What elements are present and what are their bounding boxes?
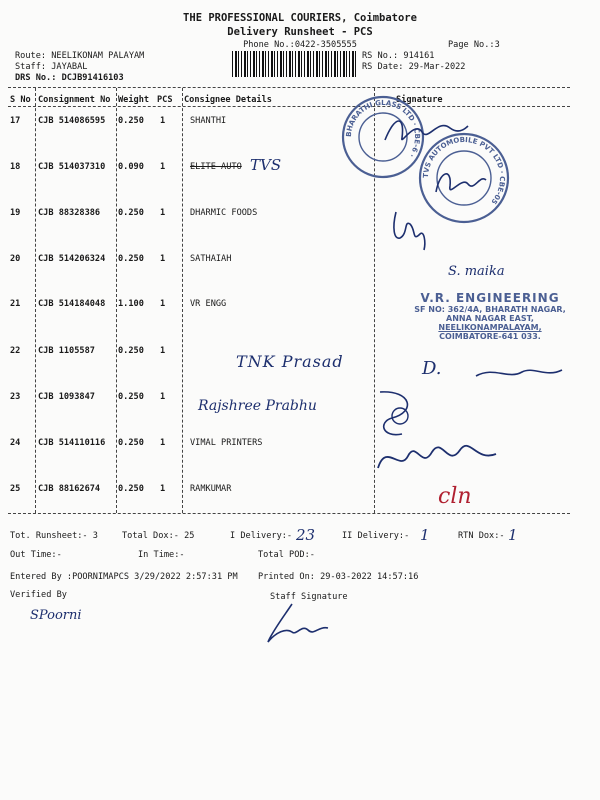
row-consignment: CJB 514037310 bbox=[38, 162, 106, 172]
row-weight: 1.100 bbox=[118, 299, 144, 309]
row-pcs: 1 bbox=[160, 254, 166, 264]
col-header-consignee: Consignee Details bbox=[184, 95, 272, 105]
vr-stamp-name: V.R. ENGINEERING bbox=[420, 291, 560, 305]
row-pcs: 1 bbox=[160, 162, 166, 172]
handwritten-s-maika: S. maika bbox=[448, 264, 505, 279]
row-consignee: SATHAIAH bbox=[190, 254, 232, 264]
row-weight: 0.250 bbox=[118, 254, 144, 264]
row-pcs: 1 bbox=[160, 438, 166, 448]
row-pcs: 1 bbox=[160, 208, 166, 218]
signature-row-18 bbox=[430, 162, 490, 202]
vr-stamp-line4: COIMBATORE-641 033. bbox=[439, 332, 541, 341]
row-consignment: CJB 1105587 bbox=[38, 346, 95, 356]
svg-text:BHARATHI GLASS LTD · CBE-6 ·: BHARATHI GLASS LTD · CBE-6 · bbox=[344, 98, 422, 159]
row-pcs: 1 bbox=[160, 484, 166, 494]
in-time: In Time:- bbox=[138, 550, 185, 560]
col-header-pcs: PCS bbox=[157, 95, 173, 105]
row-sno: 20 bbox=[10, 254, 21, 264]
row-consignment: CJB 1093847 bbox=[38, 392, 95, 402]
rs-number: RS No.: 914161 bbox=[362, 51, 435, 61]
row-weight: 0.090 bbox=[118, 162, 144, 172]
barcode bbox=[232, 51, 356, 77]
row-pcs: 1 bbox=[160, 346, 166, 356]
route: Route: NEELIKONAM PALAYAM bbox=[15, 51, 145, 61]
signature-row-17 bbox=[380, 110, 470, 150]
verified-by-label: Verified By bbox=[10, 590, 67, 600]
total-dox: Total Dox:- 25 bbox=[122, 531, 195, 541]
row-consignment: CJB 514086595 bbox=[38, 116, 106, 126]
col-divider-2 bbox=[116, 88, 117, 513]
verified-by-signature: SPoorni bbox=[30, 608, 82, 623]
row-consignee: RAMKUMAR bbox=[190, 484, 232, 494]
row-sno: 22 bbox=[10, 346, 21, 356]
row-weight: 0.250 bbox=[118, 438, 144, 448]
row-sno: 24 bbox=[10, 438, 21, 448]
entered-by: Entered By :POORNIMAPCS 3/29/2022 2:57:31 PM bbox=[10, 572, 238, 582]
row-sno: 19 bbox=[10, 208, 21, 218]
row-weight: 0.250 bbox=[118, 116, 144, 126]
rs-date: RS Date: 29-Mar-2022 bbox=[362, 62, 466, 72]
signature-row-24 bbox=[372, 432, 502, 482]
table-bottom-rule bbox=[8, 513, 570, 514]
vr-stamp-line2: ANNA NAGAR EAST, bbox=[446, 314, 534, 323]
handwritten-tnk-prasad: TNK Prasad bbox=[236, 352, 344, 371]
row-pcs: 1 bbox=[160, 116, 166, 126]
staff-signature-label: Staff Signature bbox=[270, 592, 348, 602]
handwritten-d-sign: D. bbox=[422, 358, 442, 379]
vr-stamp-line1: SF NO: 362/4A, BHARATH NAGAR, bbox=[414, 305, 566, 314]
row-consignee: VIMAL PRINTERS bbox=[190, 438, 263, 448]
printed-on: Printed On: 29-03-2022 14:57:16 bbox=[258, 572, 419, 582]
signature-row-22 bbox=[474, 362, 564, 384]
row-consignee: SHANTHI bbox=[190, 116, 227, 126]
handwritten-rajshree: Rajshree Prabhu bbox=[198, 398, 317, 414]
out-time: Out Time:- bbox=[10, 550, 62, 560]
drs-number: DRS No.: DCJB91416103 bbox=[15, 73, 124, 83]
handwritten-cln: cln bbox=[438, 484, 472, 509]
col-header-signature: Signature bbox=[396, 95, 443, 105]
row-sno: 25 bbox=[10, 484, 21, 494]
signature-row-19 bbox=[388, 208, 438, 252]
row-sno: 23 bbox=[10, 392, 21, 402]
company-title: THE PROFESSIONAL COURIERS, Coimbatore bbox=[183, 12, 417, 24]
ii-delivery-value: 1 bbox=[420, 526, 430, 544]
rtn-dox-value: 1 bbox=[508, 526, 518, 544]
rtn-dox-label: RTN Dox:- bbox=[458, 531, 505, 541]
i-delivery-value: 23 bbox=[296, 526, 316, 544]
row-consignment: CJB 514184048 bbox=[38, 299, 106, 309]
row-consignment: CJB 514206324 bbox=[38, 254, 106, 264]
row-consignee: ELITE AUTO bbox=[190, 162, 242, 172]
svg-text:TVS AUTOMOBILE PVT LTD · CBE-0: TVS AUTOMOBILE PVT LTD · CBE-05 bbox=[421, 135, 507, 206]
vr-engineering-stamp bbox=[400, 291, 580, 341]
row-pcs: 1 bbox=[160, 299, 166, 309]
col-divider-1 bbox=[35, 88, 36, 513]
i-delivery-label: I Delivery:- bbox=[230, 531, 293, 541]
row-consignee: DHARMIC FOODS bbox=[190, 208, 258, 218]
col-header-weight: Weight bbox=[118, 95, 150, 105]
table-header-rule bbox=[8, 106, 570, 107]
row-weight: 0.250 bbox=[118, 208, 144, 218]
row-consignee: VR ENGG bbox=[190, 299, 227, 309]
total-runsheet: Tot. Runsheet:- 3 bbox=[10, 531, 98, 541]
staff-signature-mark bbox=[262, 602, 332, 648]
phone-number: Phone No.:0422-3505555 bbox=[243, 40, 357, 50]
row-consignment: CJB 514110116 bbox=[38, 438, 106, 448]
row-sno: 18 bbox=[10, 162, 21, 172]
runsheet-subtitle: Delivery Runsheet - PCS bbox=[227, 26, 373, 38]
ii-delivery-label: II Delivery:- bbox=[342, 531, 410, 541]
col-header-sno: S No bbox=[10, 95, 31, 105]
row-pcs: 1 bbox=[160, 392, 166, 402]
row-sno: 21 bbox=[10, 299, 21, 309]
row-consignment: CJB 88162674 bbox=[38, 484, 101, 494]
vr-stamp-line3: NEELIKONAMPALAYAM, bbox=[438, 323, 542, 332]
staff: Staff: JAYABAL bbox=[15, 62, 88, 72]
total-pod: Total POD:- bbox=[258, 550, 315, 560]
table-top-rule bbox=[8, 87, 570, 88]
row-weight: 0.250 bbox=[118, 392, 144, 402]
row-weight: 0.250 bbox=[118, 484, 144, 494]
row-sno: 17 bbox=[10, 116, 21, 126]
row-consignment: CJB 88328386 bbox=[38, 208, 101, 218]
col-divider-3 bbox=[182, 88, 183, 513]
handwritten-tvs: TVS bbox=[250, 156, 282, 174]
row-weight: 0.250 bbox=[118, 346, 144, 356]
page-number: Page No.:3 bbox=[448, 40, 500, 50]
col-header-consignment: Consignment No bbox=[38, 95, 111, 105]
